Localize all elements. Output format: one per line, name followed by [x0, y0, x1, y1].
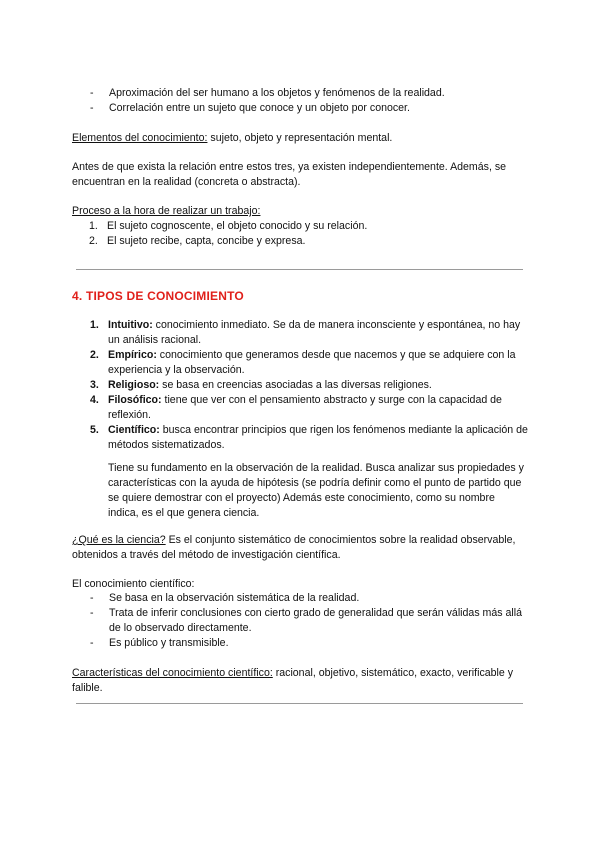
list-item: 2. El sujeto recibe, capta, concibe y expresa. — [89, 235, 306, 247]
scientific-knowledge-bullets — [89, 591, 529, 651]
list-item: 1. El sujeto cognoscente, el objeto conocido y su relación. — [89, 220, 368, 232]
process-label: Proceso a la hora de realizar un trabajo: — [72, 205, 261, 217]
horizontal-rule — [76, 269, 523, 270]
process-list — [72, 219, 528, 249]
section-heading: 4. TIPOS DE CONOCIMIENTO — [72, 289, 244, 303]
characteristics-paragraph: Características del conocimiento científico: racional, objetivo, sistemático, exacto, verificable y falible. — [72, 667, 514, 694]
science-question-label: ¿Qué es la ciencia? — [72, 534, 166, 546]
intro-bullet-list — [89, 86, 529, 116]
list-item: - Correlación entre un sujeto que conoce y un objeto por conocer. — [89, 101, 529, 116]
process-section — [72, 204, 528, 249]
list-item: 2. Empírico: conocimiento que generamos desde que nacemos y que se adquiere con la experiencia y la observación. — [90, 349, 516, 376]
list-item: 3. Religioso: se basa en creencias asociadas a las diversas religiones. — [90, 379, 432, 391]
horizontal-rule — [76, 703, 523, 704]
type-term: Religioso: — [108, 379, 160, 391]
scientific-knowledge-intro: El conocimiento científico: — [72, 578, 195, 590]
scientific-detail-paragraph: Tiene su fundamento en la observación de la realidad. Busca analizar sus propiedades y características con la ayuda de hipótesis (se podría definir como el punto de partido que se quiere demostrar con el proyecto) Además este conocimiento, como su nombre indica, es el que genera ciencia. — [108, 462, 524, 519]
list-item: - Se basa en la observación sistemática de la realidad. — [89, 591, 529, 606]
list-item: - Aproximación del ser humano a los objetos y fenómenos de la realidad. — [89, 86, 529, 101]
elements-paragraph — [72, 131, 528, 146]
knowledge-types-list — [72, 318, 532, 453]
before-relation-paragraph: Antes de que exista la relación entre estos tres, ya existen independientemente. Además, se encuentran en la realidad (concreta o abstracta). — [72, 161, 507, 188]
list-item: - Trata de inferir conclusiones con cierto grado de generalidad que serán válidas más allá de lo observado directamente. — [89, 606, 529, 636]
type-term: Científico: — [108, 424, 160, 436]
list-item: 4. Filosófico: tiene que ver con el pensamiento abstracto y surge con la capacidad de reflexión. — [90, 394, 502, 421]
elements-label: Elementos del conocimiento: — [72, 132, 208, 144]
type-term: Filosófico: — [108, 394, 162, 406]
list-item: 1. Intuitivo: conocimiento inmediato. Se da de manera inconsciente y espontánea, no hay un análisis racional. — [90, 319, 521, 346]
elements-text: sujeto, objeto y representación mental. — [207, 132, 393, 144]
science-definition-paragraph: ¿Qué es la ciencia? Es el conjunto sistemático de conocimientos sobre la realidad observable, obtenidos a través del método de investigación científica. — [72, 534, 516, 561]
type-term: Intuitivo: — [108, 319, 153, 331]
knowledge-types-section — [72, 318, 532, 453]
list-item: - Es público y transmisible. — [89, 636, 529, 651]
type-term: Empírico: — [108, 349, 157, 361]
characteristics-label: Características del conocimiento científico: — [72, 667, 273, 679]
list-item: 5. Científico: busca encontrar principios que rigen los fenómenos mediante la aplicación de métodos sistematizados. — [90, 424, 528, 451]
